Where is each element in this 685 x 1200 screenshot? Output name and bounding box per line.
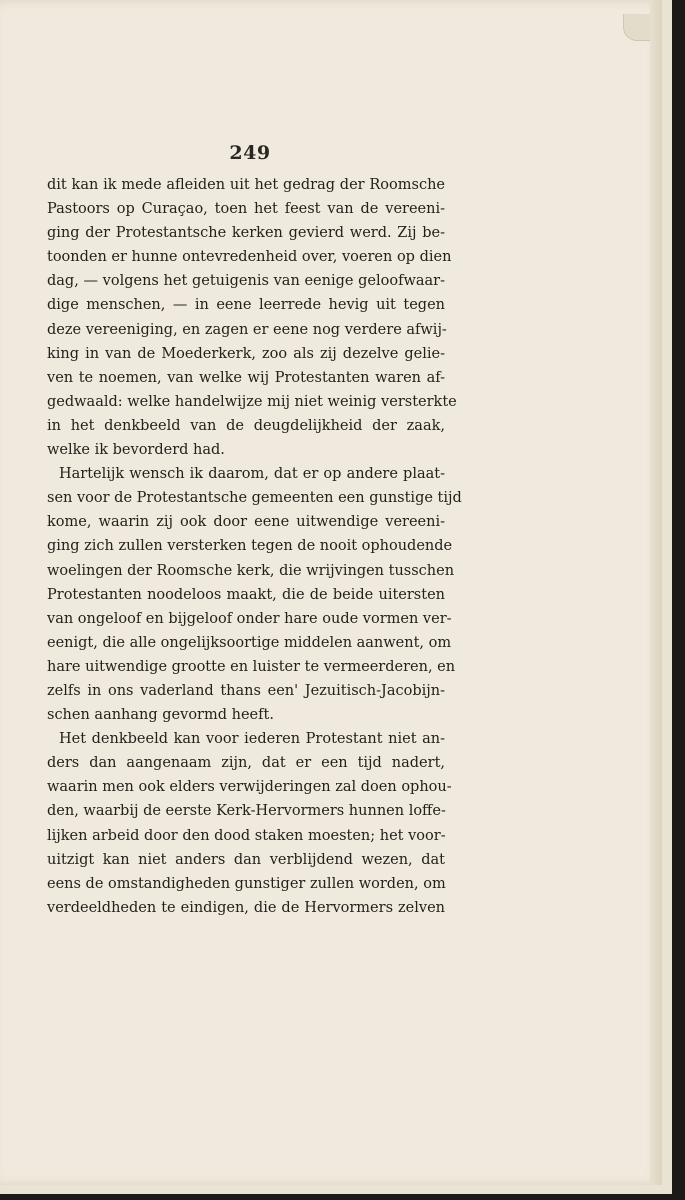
text-line: woelingen der Roomsche kerk, die wrijvingen tusschen [47,562,455,579]
text-line: dit kan ik mede afleiden uit het gedrag der Roomsche [47,177,445,193]
text-line: lijken arbeid door den dood staken moesten; het voor- [47,827,446,844]
text-line: sen voor de Protestantsche gemeenten een gunstige tijd [47,490,462,507]
text-line: Pastoors op Curaçao, toen het feest van de vereeni- [47,201,445,218]
text-line: eenigt, die alle ongelijksoortige middelen aanwent, om [47,634,452,651]
text-line: van ongeloof en bijgeloof onder hare oude vormen ver- [47,610,452,627]
text-line: gedwaald: welke handelwijze mij niet weinig versterkte [47,393,457,410]
text-line: ven te noemen, van welke wij Protestanten waren af- [47,369,445,386]
text-line: schen aanhang gevormd heeft. [47,707,274,724]
text-line: dige menschen, — in eene leerrede hevig uit tegen [47,297,445,314]
text-line: kome, waarin zij ook door eene uitwendige vereeni- [47,514,445,531]
page-edge [650,0,662,1185]
text-line: uitzigt kan niet anders dan verblijdend wezen, dat [47,851,445,868]
text-line: hare uitwendige grootte en luister te vermeerderen, en [47,658,456,675]
text-line: ders dan aangenaam zijn, dat er een tijd nadert, [47,755,445,772]
text-line: den, waarbij de eerste Kerk-Hervormers hunnen loffe- [47,803,446,820]
text-line: in het denkbeeld van de deugdelijkheid der zaak, [47,417,445,434]
text-line: Hartelijk wensch ik daarom, dat er op andere plaat- [59,466,445,483]
text-line: Het denkbeeld kan voor iederen Protestant niet an- [59,731,445,748]
page-number: 249 [229,142,271,164]
text-line: waarin men ook elders verwijderingen zal doen ophou- [47,779,452,796]
text-line: Protestanten noodeloos maakt, die de beide uitersten [47,586,445,603]
page-corner [623,14,650,41]
text-line: ging zich zullen versterken tegen de nooit ophoudende [47,538,453,555]
text-line: king in van de Moederkerk, zoo als zij dezelve gelie- [47,345,445,362]
body-text [47,173,462,920]
text-line: verdeeldheden te eindigen, die de Hervormers zelven [47,899,445,916]
text-line: eens de omstandigheden gunstiger zullen worden, om [47,875,446,892]
text-line: dag, — volgens het getuigenis van eenige geloofwaar- [47,273,445,290]
text-line: welke ik bevorderd had. [47,442,225,459]
text-line: toonden er hunne ontevredenheid over, voeren op dien [47,249,452,266]
text-line: zelfs in ons vaderland thans een' Jezuitisch-Jacobijn- [47,682,445,699]
text-line: deze vereeniging, en zagen er eene nog verdere afwij- [47,321,447,338]
text-line: ging der Protestantsche kerken gevierd werd. Zij be- [47,225,445,242]
